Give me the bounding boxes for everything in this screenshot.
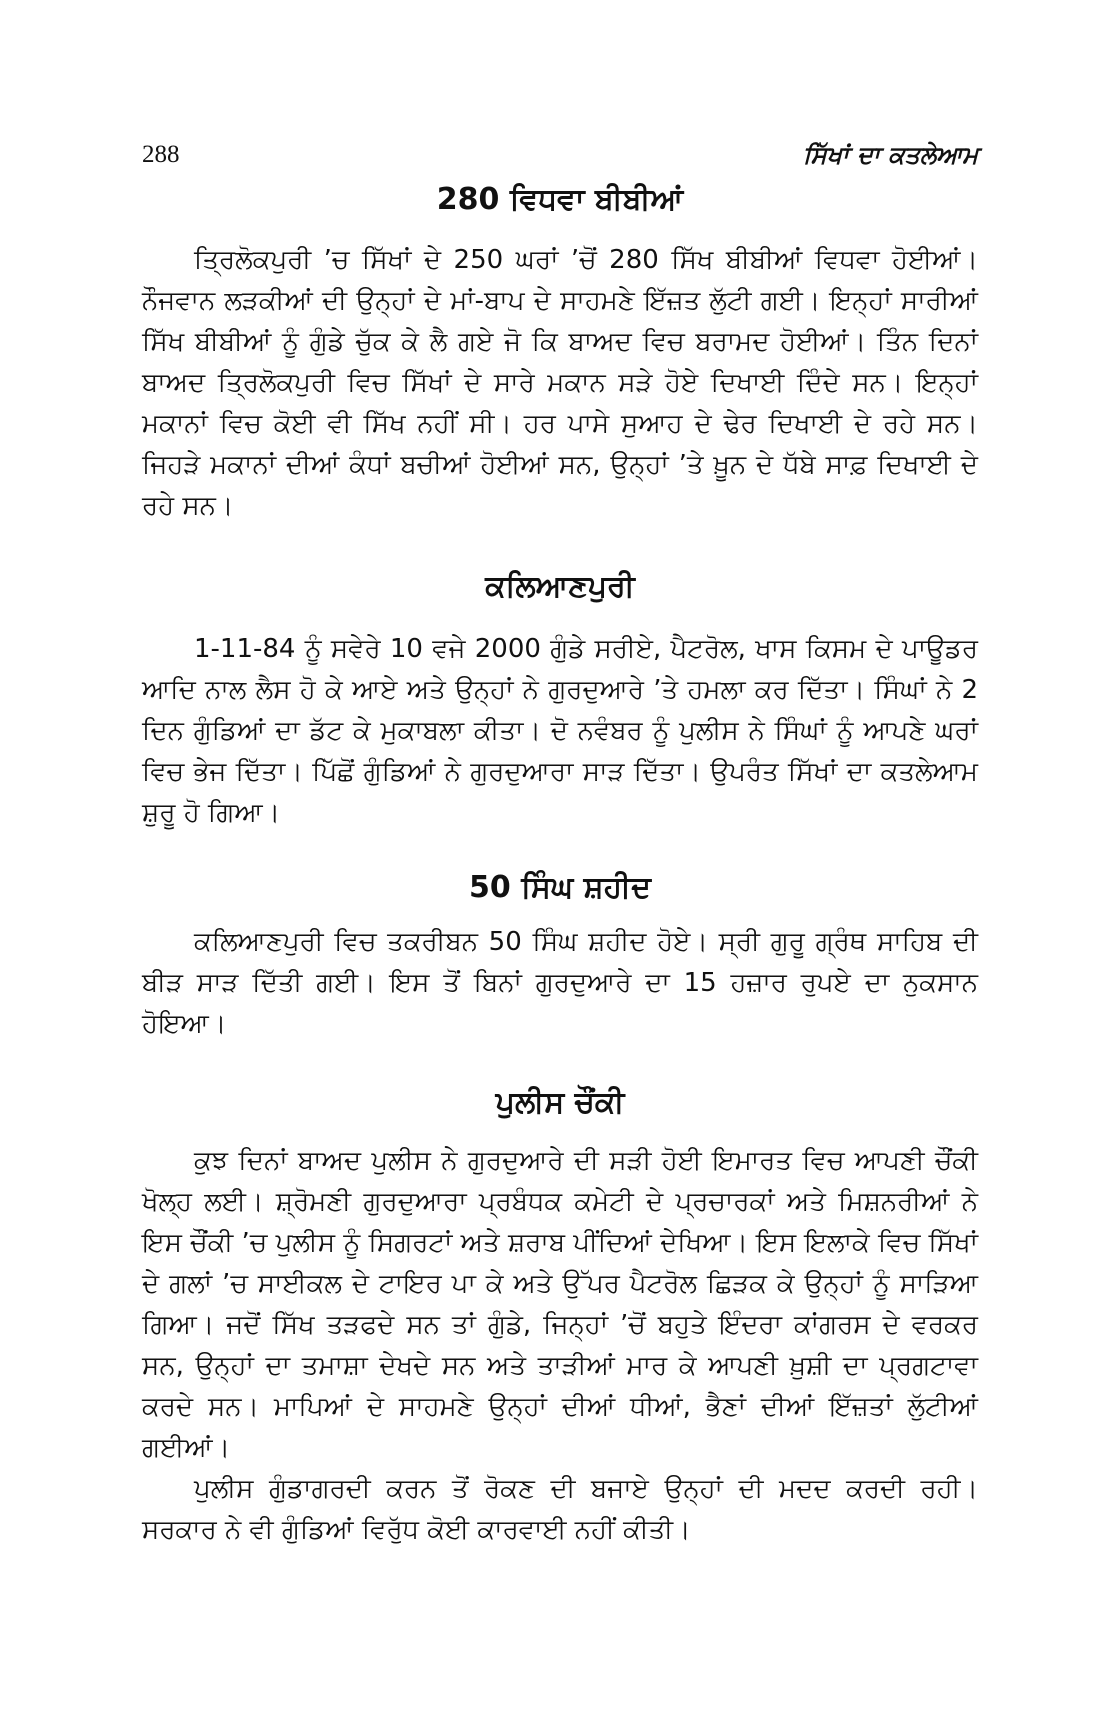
- page-number: 288: [142, 141, 180, 168]
- paragraph-police-post-2: ਪੁਲੀਸ ਗੁੰਡਾਗਰਦੀ ਕਰਨ ਤੋਂ ਰੋਕਣ ਦੀ ਬਜਾਏ ਉਨ੍ਹਾਂ ਦੀ ਮਦਦ ਕਰਦੀ ਰਹੀ। ਸਰਕਾਰ ਨੇ ਵੀ ਗੁੰਡਿਆਂ ਵਿਰੁੱਧ ਕੋਈ ਕਾਰਵਾਈ ਨਹੀਂ ਕੀਤੀ।: [142, 1474, 978, 1545]
- section-heading-widows: 280 ਵਿਧਵਾ ਬੀਬੀਆਂ: [436, 182, 684, 217]
- running-title: ਸਿੱਖਾਂ ਦਾ ਕਤਲੇਆਮ: [802, 141, 978, 169]
- paragraph-kalyanpuri: 1-11-84 ਨੂੰ ਸਵੇਰੇ 10 ਵਜੇ 2000 ਗੁੰਡੇ ਸਰੀਏ, ਪੈਟਰੋਲ, ਖਾਸ ਕਿਸਮ ਦੇ ਪਾਊਡਰ ਆਦਿ ਨਾਲ ਲੈਸ ਹੋ ਕੇ ਆਏ ਅਤੇ ਉਨ੍ਹਾਂ ਨੇ ਗੁਰਦੁਆਰੇ ’ਤੇ ਹਮਲਾ ਕਰ ਦਿੱਤਾ। ਸਿੰਘਾਂ ਨੇ 2 ਦਿਨ ਗੁੰਡਿਆਂ ਦਾ ਡੱਟ ਕੇ ਮੁਕਾਬਲਾ ਕੀਤਾ। ਦੋ ਨਵੰਬਰ ਨੂੰ ਪੁਲੀਸ ਨੇ ਸਿੰਘਾਂ ਨੂੰ ਆਪਣੇ ਘਰਾਂ ਵਿਚ ਭੇਜ ਦਿੱਤਾ। ਪਿੱਛੋਂ ਗੁੰਡਿਆਂ ਨੇ ਗੁਰਦੁਆਰਾ ਸਾੜ ਦਿੱਤਾ। ਉਪਰੰਤ ਸਿੱਖਾਂ ਦਾ ਕਤਲੇਆਮ ਸ਼ੁਰੂ ਹੋ ਗਿਆ।: [142, 634, 978, 828]
- running-head: [142, 140, 978, 180]
- section-heading-martyrs: 50 ਸਿੰਘ ਸ਼ਹੀਦ: [469, 870, 651, 905]
- paragraph-widows: ਤ੍ਰਿਲੋਕਪੁਰੀ ’ਚ ਸਿੱਖਾਂ ਦੇ 250 ਘਰਾਂ ’ਚੋਂ 280 ਸਿੱਖ ਬੀਬੀਆਂ ਵਿਧਵਾ ਹੋਈਆਂ। ਨੌਜਵਾਨ ਲੜਕੀਆਂ ਦੀ ਉਨ੍ਹਾਂ ਦੇ ਮਾਂ-ਬਾਪ ਦੇ ਸਾਹਮਣੇ ਇੱਜ਼ਤ ਲੁੱਟੀ ਗਈ। ਇਨ੍ਹਾਂ ਸਾਰੀਆਂ ਸਿੱਖ ਬੀਬੀਆਂ ਨੂੰ ਗੁੰਡੇ ਚੁੱਕ ਕੇ ਲੈ ਗਏ ਜੋ ਕਿ ਬਾਅਦ ਵਿਚ ਬਰਾਮਦ ਹੋਈਆਂ। ਤਿੰਨ ਦਿਨਾਂ ਬਾਅਦ ਤ੍ਰਿਲੋਕਪੁਰੀ ਵਿਚ ਸਿੱਖਾਂ ਦੇ ਸਾਰੇ ਮਕਾਨ ਸੜੇ ਹੋਏ ਦਿਖਾਈ ਦਿੰਦੇ ਸਨ। ਇਨ੍ਹਾਂ ਮਕਾਨਾਂ ਵਿਚ ਕੋਈ ਵੀ ਸਿੱਖ ਨਹੀਂ ਸੀ। ਹਰ ਪਾਸੇ ਸੁਆਹ ਦੇ ਢੇਰ ਦਿਖਾਈ ਦੇ ਰਹੇ ਸਨ। ਜਿਹੜੇ ਮਕਾਨਾਂ ਦੀਆਂ ਕੰਧਾਂ ਬਚੀਆਂ ਹੋਈਆਂ ਸਨ, ਉਨ੍ਹਾਂ ’ਤੇ ਖ਼ੂਨ ਦੇ ਧੱਬੇ ਸਾਫ਼ ਦਿਖਾਈ ਦੇ ਰਹੇ ਸਨ।: [142, 245, 978, 521]
- section-heading-kalyanpuri: ਕਲਿਆਣਪੁਰੀ: [485, 569, 635, 604]
- paragraph-police-post-1: ਕੁਝ ਦਿਨਾਂ ਬਾਅਦ ਪੁਲੀਸ ਨੇ ਗੁਰਦੁਆਰੇ ਦੀ ਸੜੀ ਹੋਈ ਇਮਾਰਤ ਵਿਚ ਆਪਣੀ ਚੌਂਕੀ ਖੋਲ੍ਹ ਲਈ। ਸ਼੍ਰੋਮਣੀ ਗੁਰਦੁਆਰਾ ਪ੍ਰਬੰਧਕ ਕਮੇਟੀ ਦੇ ਪ੍ਰਚਾਰਕਾਂ ਅਤੇ ਮਿਸ਼ਨਰੀਆਂ ਨੇ ਇਸ ਚੌਂਕੀ ’ਚ ਪੁਲੀਸ ਨੂੰ ਸਿਗਰਟਾਂ ਅਤੇ ਸ਼ਰਾਬ ਪੀਂਦਿਆਂ ਦੇਖਿਆ। ਇਸ ਇਲਾਕੇ ਵਿਚ ਸਿੱਖਾਂ ਦੇ ਗਲਾਂ ’ਚ ਸਾਈਕਲ ਦੇ ਟਾਇਰ ਪਾ ਕੇ ਅਤੇ ਉੱਪਰ ਪੈਟਰੋਲ ਛਿੜਕ ਕੇ ਉਨ੍ਹਾਂ ਨੂੰ ਸਾੜਿਆ ਗਿਆ। ਜਦੋਂ ਸਿੱਖ ਤੜਫਦੇ ਸਨ ਤਾਂ ਗੁੰਡੇ, ਜਿਨ੍ਹਾਂ ’ਚੋਂ ਬਹੁਤੇ ਇੰਦਰਾ ਕਾਂਗਰਸ ਦੇ ਵਰਕਰ ਸਨ, ਉਨ੍ਹਾਂ ਦਾ ਤਮਾਸ਼ਾ ਦੇਖਦੇ ਸਨ ਅਤੇ ਤਾੜੀਆਂ ਮਾਰ ਕੇ ਆਪਣੀ ਖ਼ੁਸ਼ੀ ਦਾ ਪ੍ਰਗਟਾਵਾ ਕਰਦੇ ਸਨ। ਮਾਪਿਆਂ ਦੇ ਸਾਹਮਣੇ ਉਨ੍ਹਾਂ ਦੀਆਂ ਧੀਆਂ, ਭੈਣਾਂ ਦੀਆਂ ਇੱਜ਼ਤਾਂ ਲੁੱਟੀਆਂ ਗਈਆਂ।: [142, 1146, 979, 1463]
- section-heading-police-post: ਪੁਲੀਸ ਚੌਂਕੀ: [495, 1085, 625, 1120]
- book-page: [142, 140, 978, 1700]
- paragraph-martyrs: ਕਲਿਆਣਪੁਰੀ ਵਿਚ ਤਕਰੀਬਨ 50 ਸਿੰਘ ਸ਼ਹੀਦ ਹੋਏ। ਸ੍ਰੀ ਗੁਰੂ ਗ੍ਰੰਥ ਸਾਹਿਬ ਦੀ ਬੀੜ ਸਾੜ ਦਿੱਤੀ ਗਈ। ਇਸ ਤੋਂ ਬਿਨਾਂ ਗੁਰਦੁਆਰੇ ਦਾ 15 ਹਜ਼ਾਰ ਰੁਪਏ ਦਾ ਨੁਕਸਾਨ ਹੋਇਆ।: [142, 927, 978, 1039]
